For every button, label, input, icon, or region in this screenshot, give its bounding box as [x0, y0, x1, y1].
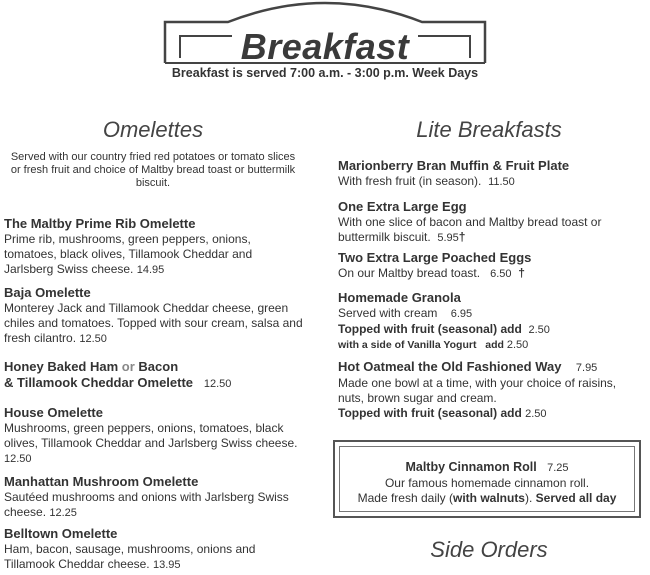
menu-item-belltown-omelette	[4, 526, 304, 573]
item-desc: Prime rib, mushrooms, green peppers, onions, tomatoes, black olives, Tillamook Cheddar and Jarlsberg Swiss cheese. 14.95	[4, 232, 253, 276]
item-topped: Topped with fruit (seasonal) add 2.50	[338, 322, 550, 336]
page-title: Breakfast	[240, 26, 410, 67]
item-name: Two Extra Large Poached Eggs	[338, 250, 532, 265]
item-name: Homemade Granola	[338, 290, 461, 305]
item-price: 5.95	[437, 232, 459, 244]
cinnamon-roll-line1: Our famous homemade cinnamon roll.	[384, 476, 590, 490]
item-name: Belltown Omelette	[4, 526, 118, 541]
item-desc: Made one bowl at a time, with your choice of raisins, nuts, brown sugar and cream.	[338, 376, 617, 405]
dagger-mark: †	[458, 230, 466, 244]
item-price: 12.50	[4, 453, 32, 465]
item-name: Honey Baked Ham or Bacon	[4, 359, 179, 374]
menu-item-one-egg	[338, 199, 643, 246]
omelettes-intro: Served with our country fried red potatoes or tomato slices or fresh fruit and choice of Maltby bread toast or buttermilk biscuit.	[10, 151, 296, 189]
item-desc-line2: buttermilk biscuit. 5.95†	[338, 230, 466, 244]
item-desc: With fresh fruit (in season). 11.50	[338, 174, 515, 188]
menu-item-prime-rib-omelette	[4, 216, 304, 278]
item-desc: Ham, bacon, sausage, mushrooms, onions and Tillamook Cheddar cheese. 13.95	[4, 542, 256, 571]
menu-item-poached-eggs	[338, 250, 643, 282]
item-price: 12.50	[203, 378, 232, 390]
menu-item-baja-omelette	[4, 285, 304, 347]
item-name: Manhattan Mushroom Omelette	[4, 474, 199, 489]
page-subtitle: Breakfast is served 7:00 a.m. - 3:00 p.m. Week Days	[171, 66, 479, 80]
menu-item-manhattan-mushroom-omelette	[4, 474, 304, 521]
dagger-mark: †	[518, 266, 525, 280]
item-name: House Omelette	[4, 405, 103, 420]
side-orders-title: Side Orders	[430, 537, 548, 562]
cinnamon-roll-box	[333, 440, 641, 518]
item-name-line2: & Tillamook Cheddar Omelette 12.50	[4, 375, 232, 390]
item-price: 12.50	[79, 333, 107, 345]
item-price: 7.95	[575, 362, 598, 374]
item-name: Marionberry Bran Muffin & Fruit Plate	[338, 158, 570, 173]
item-desc: Sautéed mushrooms and onions with Jarlsberg Swiss cheese. 12.25	[4, 490, 289, 519]
item-price: 12.25	[49, 507, 77, 519]
cinnamon-roll-line2: Made fresh daily (with walnuts). Served all day	[357, 491, 617, 505]
item-name: One Extra Large Egg	[338, 199, 467, 214]
menu-item-hot-oatmeal	[338, 359, 643, 422]
item-name: The Maltby Prime Rib Omelette	[4, 216, 196, 231]
menu-item-ham-bacon-omelette	[4, 359, 304, 392]
item-desc-line1: With one slice of bacon and Maltby bread toast or	[338, 215, 602, 229]
cinnamon-roll-name: Maltby Cinnamon Roll 7.25	[405, 460, 569, 474]
item-price: 13.95	[152, 559, 181, 571]
item-price: 6.50	[490, 268, 512, 280]
omelettes-title: Omelettes	[102, 117, 204, 142]
item-name: Baja Omelette	[4, 285, 91, 300]
item-desc: Served with cream 6.95	[338, 306, 473, 320]
item-desc: On our Maltby bread toast. 6.50 †	[338, 266, 525, 280]
menu-item-marionberry-muffin	[338, 158, 643, 190]
item-price: 6.95	[450, 308, 473, 320]
item-desc: Mushrooms, green peppers, onions, tomatoes, black olives, Tillamook Cheddar and Jarlsberg Swiss cheese. 12.50	[4, 421, 298, 465]
menu-item-granola	[338, 290, 643, 352]
item-desc: Monterey Jack and Tillamook Cheddar cheese, green chiles and tomatoes. Topped with sour cream, salsa and fresh cilantro. 12.50	[4, 301, 303, 345]
item-name: Hot Oatmeal the Old Fashioned Way 7.95	[338, 359, 598, 374]
cinnamon-roll-inner	[339, 446, 635, 512]
menu-item-house-omelette	[4, 405, 304, 467]
item-side: with a side of Vanilla Yogurt add 2.50	[338, 339, 529, 351]
item-topped: Topped with fruit (seasonal) add 2.50	[338, 406, 547, 420]
item-price: 11.50	[488, 176, 515, 188]
lite-breakfasts-title: Lite Breakfasts	[416, 117, 562, 142]
item-price: 14.95	[136, 264, 165, 276]
